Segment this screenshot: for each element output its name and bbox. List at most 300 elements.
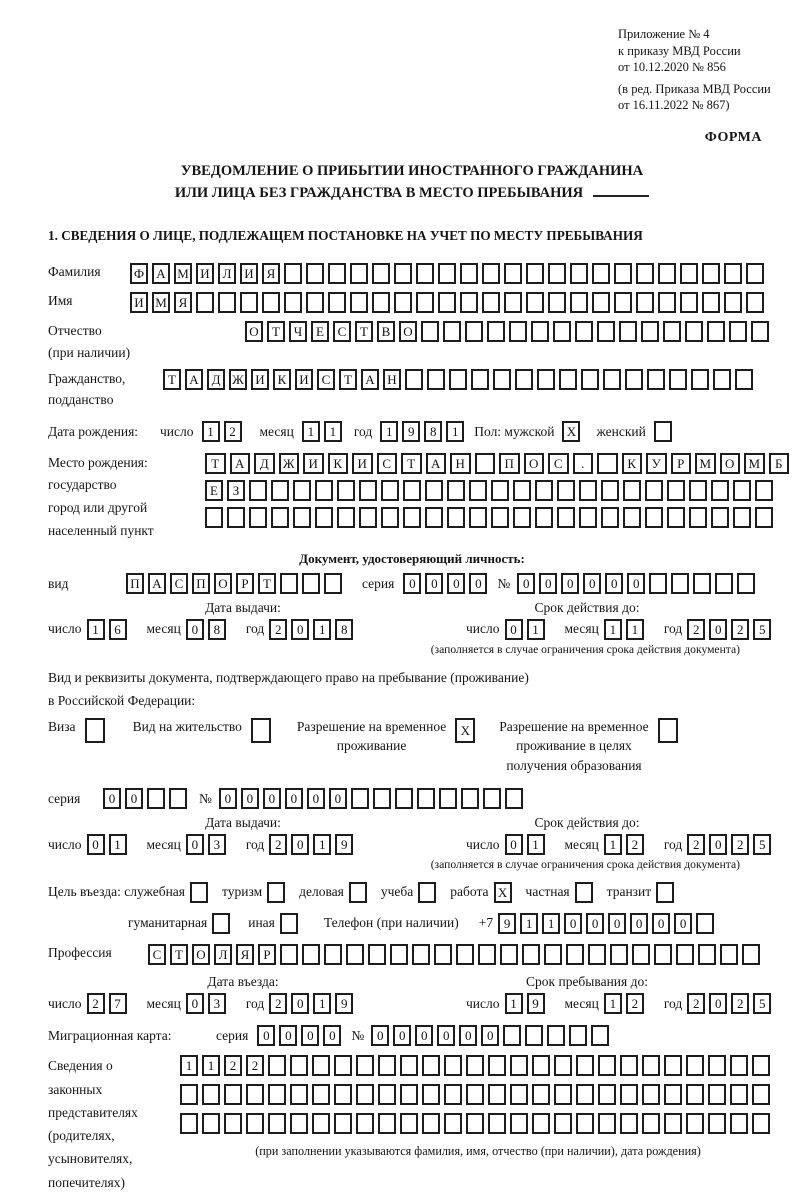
char-box[interactable] (169, 788, 187, 809)
char-box[interactable] (597, 453, 618, 474)
char-box[interactable]: 0 (103, 788, 121, 809)
char-box[interactable] (180, 1084, 198, 1105)
char-box[interactable] (636, 263, 654, 284)
char-box[interactable]: 0 (257, 1025, 275, 1046)
char-box[interactable]: Б (769, 453, 790, 474)
entry-month-input[interactable] (186, 993, 230, 1014)
char-box[interactable]: 0 (279, 1025, 297, 1046)
char-box[interactable]: И (251, 369, 269, 390)
char-box[interactable] (372, 292, 390, 313)
char-box[interactable] (642, 1084, 660, 1105)
permit-issue-month-input[interactable] (186, 834, 230, 855)
purpose-study-checkbox[interactable] (418, 882, 440, 903)
char-box[interactable]: 1 (109, 834, 127, 855)
char-box[interactable]: 5 (753, 834, 771, 855)
char-box[interactable]: А (230, 453, 251, 474)
char-box[interactable] (249, 507, 267, 528)
purpose-business-checkbox[interactable] (349, 882, 371, 903)
char-box[interactable]: Т (267, 321, 285, 342)
char-box[interactable] (513, 507, 531, 528)
char-box[interactable]: О (720, 453, 741, 474)
char-box[interactable]: Т (205, 453, 226, 474)
char-box[interactable] (603, 369, 621, 390)
char-box[interactable]: К (622, 453, 643, 474)
char-box[interactable]: А (152, 263, 170, 284)
char-box[interactable] (656, 882, 674, 903)
char-box[interactable]: 0 (125, 788, 143, 809)
char-box[interactable]: Р (236, 573, 254, 594)
char-box[interactable] (422, 1055, 440, 1076)
char-box[interactable] (559, 369, 577, 390)
char-box[interactable] (557, 480, 575, 501)
entry-year-input[interactable] (269, 993, 357, 1014)
char-box[interactable] (592, 292, 610, 313)
char-box[interactable]: 5 (753, 619, 771, 640)
char-box[interactable] (591, 1025, 609, 1046)
id-issue-year-input[interactable] (269, 619, 357, 640)
char-box[interactable] (669, 369, 687, 390)
char-box[interactable]: О (245, 321, 263, 342)
char-box[interactable] (702, 292, 720, 313)
char-box[interactable] (447, 480, 465, 501)
char-box[interactable]: 1 (604, 993, 622, 1014)
char-box[interactable]: 1 (446, 421, 464, 442)
char-box[interactable] (598, 1113, 616, 1134)
char-box[interactable] (394, 292, 412, 313)
char-box[interactable] (526, 263, 544, 284)
char-box[interactable] (444, 1113, 462, 1134)
permit-series-input[interactable] (103, 788, 191, 809)
char-box[interactable]: Я (262, 263, 280, 284)
char-box[interactable] (302, 944, 320, 965)
char-box[interactable] (394, 263, 412, 284)
char-box[interactable]: 0 (285, 788, 303, 809)
char-box[interactable]: З (227, 480, 245, 501)
char-box[interactable] (730, 1113, 748, 1134)
char-box[interactable] (510, 1055, 528, 1076)
char-box[interactable]: 1 (527, 834, 545, 855)
char-box[interactable] (625, 369, 643, 390)
char-box[interactable]: 0 (371, 1025, 389, 1046)
mig-series-input[interactable] (257, 1025, 345, 1046)
char-box[interactable] (724, 263, 742, 284)
char-box[interactable] (482, 263, 500, 284)
char-box[interactable] (680, 263, 698, 284)
char-box[interactable]: 0 (505, 834, 523, 855)
char-box[interactable]: 0 (627, 573, 645, 594)
char-box[interactable]: 2 (731, 619, 749, 640)
char-box[interactable]: 2 (687, 619, 705, 640)
char-box[interactable] (196, 292, 214, 313)
id-issue-day-input[interactable] (87, 619, 131, 640)
char-box[interactable]: X (562, 421, 580, 442)
char-box[interactable] (658, 263, 676, 284)
char-box[interactable]: 0 (539, 573, 557, 594)
char-box[interactable]: 0 (608, 913, 626, 934)
char-box[interactable] (510, 1113, 528, 1134)
char-box[interactable] (488, 1055, 506, 1076)
char-box[interactable] (268, 1055, 286, 1076)
char-box[interactable] (598, 1084, 616, 1105)
char-box[interactable] (671, 573, 689, 594)
char-box[interactable] (708, 1113, 726, 1134)
birthplace-row2-input[interactable] (205, 480, 793, 501)
char-box[interactable] (444, 1055, 462, 1076)
char-box[interactable] (312, 1084, 330, 1105)
char-box[interactable] (693, 573, 711, 594)
char-box[interactable] (324, 573, 342, 594)
char-box[interactable]: О (192, 944, 210, 965)
char-box[interactable] (504, 292, 522, 313)
char-box[interactable] (240, 292, 258, 313)
char-box[interactable] (755, 480, 773, 501)
char-box[interactable]: Л (214, 944, 232, 965)
char-box[interactable] (503, 1025, 521, 1046)
char-box[interactable] (460, 263, 478, 284)
char-box[interactable] (548, 263, 566, 284)
char-box[interactable]: Т (170, 944, 188, 965)
char-box[interactable] (444, 1084, 462, 1105)
char-box[interactable] (592, 263, 610, 284)
char-box[interactable]: 0 (329, 788, 347, 809)
char-box[interactable]: 2 (269, 619, 287, 640)
char-box[interactable]: 0 (481, 1025, 499, 1046)
char-box[interactable] (262, 292, 280, 313)
char-box[interactable] (378, 1113, 396, 1134)
char-box[interactable] (337, 507, 355, 528)
char-box[interactable]: 1 (202, 421, 220, 442)
char-box[interactable] (324, 944, 342, 965)
char-box[interactable] (658, 718, 678, 743)
char-box[interactable]: Ч (289, 321, 307, 342)
char-box[interactable] (601, 480, 619, 501)
purpose-work-checkbox[interactable] (494, 882, 516, 903)
permit-issue-day-input[interactable] (87, 834, 131, 855)
char-box[interactable] (403, 480, 421, 501)
char-box[interactable]: И (352, 453, 373, 474)
char-box[interactable]: У (646, 453, 667, 474)
char-box[interactable] (531, 321, 549, 342)
char-box[interactable] (649, 573, 667, 594)
char-box[interactable]: Ф (130, 263, 148, 284)
char-box[interactable] (246, 1113, 264, 1134)
id-valid-year-input[interactable] (687, 619, 775, 640)
char-box[interactable]: П (126, 573, 144, 594)
char-box[interactable] (623, 480, 641, 501)
permit-valid-month-input[interactable] (604, 834, 648, 855)
stay-month-input[interactable] (604, 993, 648, 1014)
char-box[interactable] (715, 573, 733, 594)
purpose-other-checkbox[interactable] (280, 913, 302, 934)
char-box[interactable]: К (328, 453, 349, 474)
char-box[interactable] (356, 1084, 374, 1105)
char-box[interactable] (483, 788, 501, 809)
char-box[interactable]: 0 (301, 1025, 319, 1046)
char-box[interactable] (466, 1055, 484, 1076)
char-box[interactable] (249, 480, 267, 501)
char-box[interactable] (689, 480, 707, 501)
char-box[interactable] (570, 292, 588, 313)
char-box[interactable] (315, 480, 333, 501)
char-box[interactable]: 9 (335, 993, 353, 1014)
char-box[interactable] (306, 263, 324, 284)
char-box[interactable] (368, 944, 386, 965)
char-box[interactable] (202, 1113, 220, 1134)
birthplace-row3-input[interactable] (205, 507, 793, 528)
char-box[interactable] (482, 292, 500, 313)
representatives-row3-input[interactable] (180, 1113, 776, 1134)
char-box[interactable] (720, 944, 738, 965)
char-box[interactable] (619, 321, 637, 342)
representatives-row1-input[interactable] (180, 1055, 776, 1076)
char-box[interactable] (403, 507, 421, 528)
char-box[interactable]: Н (383, 369, 401, 390)
char-box[interactable]: Ж (279, 453, 300, 474)
char-box[interactable] (581, 369, 599, 390)
char-box[interactable] (212, 913, 230, 934)
char-box[interactable] (713, 369, 731, 390)
char-box[interactable] (654, 421, 672, 442)
char-box[interactable] (469, 507, 487, 528)
char-box[interactable]: X (455, 718, 475, 743)
char-box[interactable] (434, 944, 452, 965)
char-box[interactable]: Е (311, 321, 329, 342)
given-name-input[interactable] (130, 292, 768, 313)
char-box[interactable] (569, 1025, 587, 1046)
char-box[interactable] (544, 944, 562, 965)
char-box[interactable]: 0 (583, 573, 601, 594)
char-box[interactable] (465, 321, 483, 342)
char-box[interactable]: Ж (229, 369, 247, 390)
char-box[interactable] (224, 1113, 242, 1134)
char-box[interactable] (267, 882, 285, 903)
char-box[interactable]: 0 (415, 1025, 433, 1046)
char-box[interactable] (405, 369, 423, 390)
char-box[interactable]: Л (218, 263, 236, 284)
char-box[interactable]: 9 (402, 421, 420, 442)
char-box[interactable] (654, 944, 672, 965)
char-box[interactable] (293, 480, 311, 501)
char-box[interactable] (85, 718, 105, 743)
char-box[interactable]: С (377, 453, 398, 474)
char-box[interactable] (509, 321, 527, 342)
char-box[interactable] (708, 1084, 726, 1105)
char-box[interactable] (456, 944, 474, 965)
char-box[interactable]: И (303, 453, 324, 474)
char-box[interactable]: 9 (527, 993, 545, 1014)
char-box[interactable] (623, 507, 641, 528)
char-box[interactable] (425, 480, 443, 501)
char-box[interactable] (493, 369, 511, 390)
char-box[interactable]: О (399, 321, 417, 342)
char-box[interactable] (566, 944, 584, 965)
char-box[interactable] (315, 507, 333, 528)
char-box[interactable]: 0 (241, 788, 259, 809)
sex-female-checkbox[interactable] (654, 421, 676, 442)
char-box[interactable] (724, 292, 742, 313)
temp-residence-checkbox[interactable] (455, 718, 479, 743)
char-box[interactable]: 1 (626, 619, 644, 640)
char-box[interactable]: 0 (403, 573, 421, 594)
char-box[interactable]: П (192, 573, 210, 594)
char-box[interactable]: 0 (186, 619, 204, 640)
doc-number-input[interactable] (517, 573, 759, 594)
char-box[interactable]: 0 (674, 913, 692, 934)
char-box[interactable] (488, 1113, 506, 1134)
char-box[interactable] (601, 507, 619, 528)
char-box[interactable]: 9 (335, 834, 353, 855)
char-box[interactable] (513, 480, 531, 501)
char-box[interactable] (427, 369, 445, 390)
id-valid-day-input[interactable] (505, 619, 549, 640)
char-box[interactable] (614, 263, 632, 284)
char-box[interactable]: 0 (291, 834, 309, 855)
char-box[interactable]: 0 (652, 913, 670, 934)
char-box[interactable] (711, 480, 729, 501)
char-box[interactable]: В (377, 321, 395, 342)
char-box[interactable] (227, 507, 245, 528)
char-box[interactable] (532, 1084, 550, 1105)
char-box[interactable] (676, 944, 694, 965)
char-box[interactable] (400, 1084, 418, 1105)
permit-valid-year-input[interactable] (687, 834, 775, 855)
char-box[interactable]: О (524, 453, 545, 474)
char-box[interactable] (372, 263, 390, 284)
char-box[interactable] (532, 1113, 550, 1134)
char-box[interactable] (478, 944, 496, 965)
char-box[interactable]: 1 (87, 619, 105, 640)
char-box[interactable] (632, 944, 650, 965)
char-box[interactable] (737, 573, 755, 594)
char-box[interactable]: 1 (313, 619, 331, 640)
char-box[interactable] (280, 573, 298, 594)
char-box[interactable] (645, 507, 663, 528)
char-box[interactable]: 0 (605, 573, 623, 594)
char-box[interactable] (575, 882, 593, 903)
char-box[interactable] (510, 1084, 528, 1105)
char-box[interactable]: 1 (324, 421, 342, 442)
char-box[interactable] (469, 480, 487, 501)
char-box[interactable]: Р (258, 944, 276, 965)
char-box[interactable] (588, 944, 606, 965)
char-box[interactable]: 0 (447, 573, 465, 594)
char-box[interactable]: 1 (380, 421, 398, 442)
char-box[interactable] (735, 369, 753, 390)
char-box[interactable] (461, 788, 479, 809)
char-box[interactable]: М (744, 453, 765, 474)
char-box[interactable] (535, 507, 553, 528)
char-box[interactable] (579, 507, 597, 528)
visa-checkbox[interactable] (85, 718, 109, 743)
char-box[interactable] (491, 507, 509, 528)
char-box[interactable] (246, 1084, 264, 1105)
char-box[interactable] (647, 369, 665, 390)
char-box[interactable]: Т (401, 453, 422, 474)
birth-year-input[interactable] (380, 421, 468, 442)
char-box[interactable]: 0 (87, 834, 105, 855)
char-box[interactable]: 0 (564, 913, 582, 934)
char-box[interactable] (438, 263, 456, 284)
char-box[interactable] (447, 507, 465, 528)
char-box[interactable]: 1 (180, 1055, 198, 1076)
char-box[interactable]: 0 (186, 993, 204, 1014)
char-box[interactable] (557, 507, 575, 528)
char-box[interactable] (359, 507, 377, 528)
char-box[interactable] (422, 1084, 440, 1105)
char-box[interactable] (707, 321, 725, 342)
char-box[interactable] (641, 321, 659, 342)
char-box[interactable] (280, 944, 298, 965)
char-box[interactable] (328, 292, 346, 313)
char-box[interactable] (416, 263, 434, 284)
char-box[interactable] (686, 1113, 704, 1134)
char-box[interactable] (202, 1084, 220, 1105)
char-box[interactable]: 0 (630, 913, 648, 934)
char-box[interactable] (667, 507, 685, 528)
doc-kind-input[interactable] (126, 573, 346, 594)
char-box[interactable]: С (170, 573, 188, 594)
char-box[interactable] (522, 944, 540, 965)
char-box[interactable]: И (196, 263, 214, 284)
char-box[interactable]: Р (671, 453, 692, 474)
char-box[interactable] (691, 369, 709, 390)
representatives-row2-input[interactable] (180, 1084, 776, 1105)
char-box[interactable]: М (695, 453, 716, 474)
char-box[interactable] (711, 507, 729, 528)
char-box[interactable] (636, 292, 654, 313)
char-box[interactable] (610, 944, 628, 965)
char-box[interactable] (466, 1084, 484, 1105)
char-box[interactable]: 0 (291, 619, 309, 640)
char-box[interactable] (733, 480, 751, 501)
char-box[interactable] (620, 1055, 638, 1076)
char-box[interactable] (689, 507, 707, 528)
char-box[interactable] (416, 292, 434, 313)
char-box[interactable] (268, 1084, 286, 1105)
char-box[interactable] (280, 913, 298, 934)
char-box[interactable] (645, 480, 663, 501)
char-box[interactable] (488, 1084, 506, 1105)
birth-month-input[interactable] (302, 421, 346, 442)
char-box[interactable] (576, 1084, 594, 1105)
char-box[interactable] (664, 1113, 682, 1134)
char-box[interactable]: 0 (263, 788, 281, 809)
patronymic-input[interactable] (245, 321, 773, 342)
char-box[interactable] (351, 788, 369, 809)
char-box[interactable] (614, 292, 632, 313)
char-box[interactable]: С (148, 944, 166, 965)
char-box[interactable] (271, 480, 289, 501)
char-box[interactable] (147, 788, 165, 809)
char-box[interactable] (350, 263, 368, 284)
char-box[interactable]: 0 (186, 834, 204, 855)
char-box[interactable] (395, 788, 413, 809)
char-box[interactable]: И (240, 263, 258, 284)
char-box[interactable] (412, 944, 430, 965)
char-box[interactable] (290, 1055, 308, 1076)
char-box[interactable]: 0 (393, 1025, 411, 1046)
char-box[interactable] (438, 292, 456, 313)
char-box[interactable]: И (295, 369, 313, 390)
char-box[interactable] (733, 507, 751, 528)
char-box[interactable] (620, 1084, 638, 1105)
char-box[interactable] (328, 263, 346, 284)
purpose-humanitarian-checkbox[interactable] (212, 913, 234, 934)
temp-residence-edu-checkbox[interactable] (658, 718, 682, 743)
surname-input[interactable] (130, 263, 768, 284)
purpose-tourism-checkbox[interactable] (267, 882, 289, 903)
char-box[interactable] (752, 1113, 770, 1134)
